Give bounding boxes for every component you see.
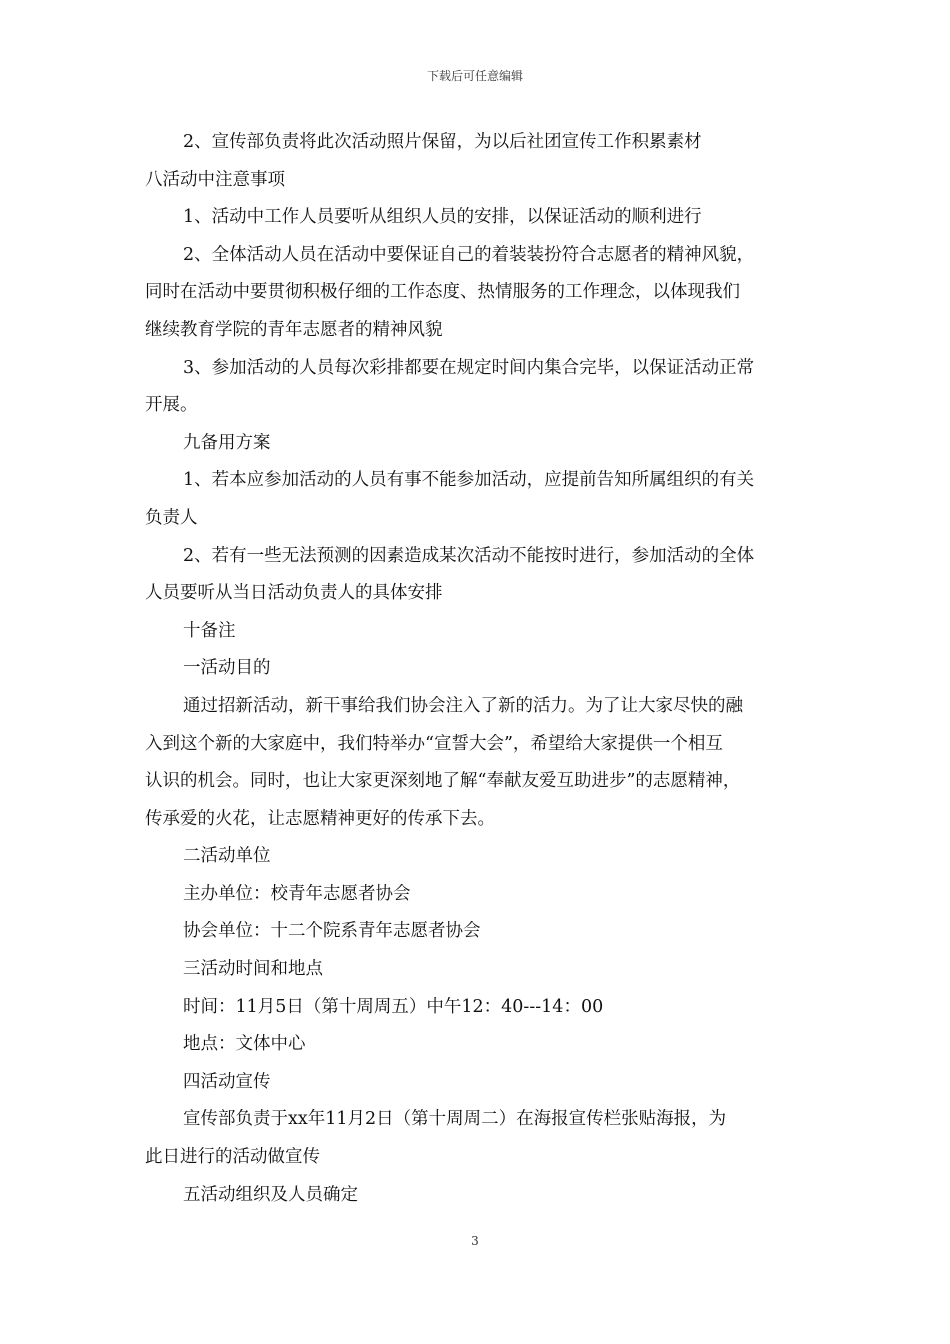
text-line: 开展。 bbox=[145, 395, 198, 416]
text-line: 协会单位：十二个院系青年志愿者协会 bbox=[183, 921, 481, 942]
text-line: 同时在活动中要贯彻积极仔细的工作态度、热情服务的工作理念，以体现我们 bbox=[145, 282, 740, 303]
text-line: 继续教育学院的青年志愿者的精神风貌 bbox=[145, 319, 443, 340]
text-line: 负责人 bbox=[145, 507, 198, 528]
text-line: 一活动目的 bbox=[183, 658, 271, 679]
text-line: 五活动组织及人员确定 bbox=[183, 1184, 358, 1205]
page-number: 3 bbox=[471, 1234, 479, 1248]
text-line: 2、若有一些无法预测的因素造成某次活动不能按时进行，参加活动的全体 bbox=[183, 545, 755, 566]
text-line: 四活动宣传 bbox=[183, 1071, 271, 1092]
page-header: 下载后可任意编辑 bbox=[426, 69, 523, 83]
text-line: 1、若本应参加活动的人员有事不能参加活动，应提前告知所属组织的有关 bbox=[183, 470, 755, 491]
document-body bbox=[145, 124, 810, 1214]
text-line: 传承爱的火花，让志愿精神更好的传承下去。 bbox=[145, 808, 495, 829]
text-line: 2、宣传部负责将此次活动照片保留，为以后社团宣传工作积累素材 bbox=[183, 132, 702, 152]
text-line: 八活动中注意事项 bbox=[145, 169, 285, 190]
text-line: 二活动单位 bbox=[183, 846, 271, 867]
text-line: 1、活动中工作人员要听从组织人员的安排，以保证活动的顺利进行 bbox=[183, 207, 702, 228]
text-line: 认识的机会。同时，也让大家更深刻地了解“奉献友爱互助进步”的志愿精神， bbox=[145, 771, 741, 792]
text-line: 入到这个新的大家庭中，我们特举办“宣誓大会”，希望给大家提供一个相互 bbox=[145, 733, 723, 754]
text-line: 九备用方案 bbox=[183, 432, 271, 453]
text-line: 三活动时间和地点 bbox=[183, 959, 323, 980]
text-line: 宣传部负责于xx年11月2日（第十周周二）在海报宣传栏张贴海报，为 bbox=[183, 1109, 727, 1130]
text-line: 通过招新活动，新干事给我们协会注入了新的活力。为了让大家尽快的融 bbox=[183, 695, 743, 716]
text-line: 地点：文体中心 bbox=[183, 1034, 306, 1055]
text-line: 3、参加活动的人员每次彩排都要在规定时间内集合完毕，以保证活动正常 bbox=[183, 357, 755, 378]
text-line: 主办单位：校青年志愿者协会 bbox=[183, 883, 411, 904]
text-line: 十备注 bbox=[183, 620, 236, 641]
text-line: 人员要听从当日活动负责人的具体安排 bbox=[145, 583, 443, 604]
text-line: 时间：11月5日（第十周周五）中午12：40---14：00 bbox=[183, 996, 604, 1017]
text-line: 此日进行的活动做宣传 bbox=[145, 1147, 320, 1168]
text-line: 2、全体活动人员在活动中要保证自己的着装装扮符合志愿者的精神风貌， bbox=[183, 244, 755, 265]
